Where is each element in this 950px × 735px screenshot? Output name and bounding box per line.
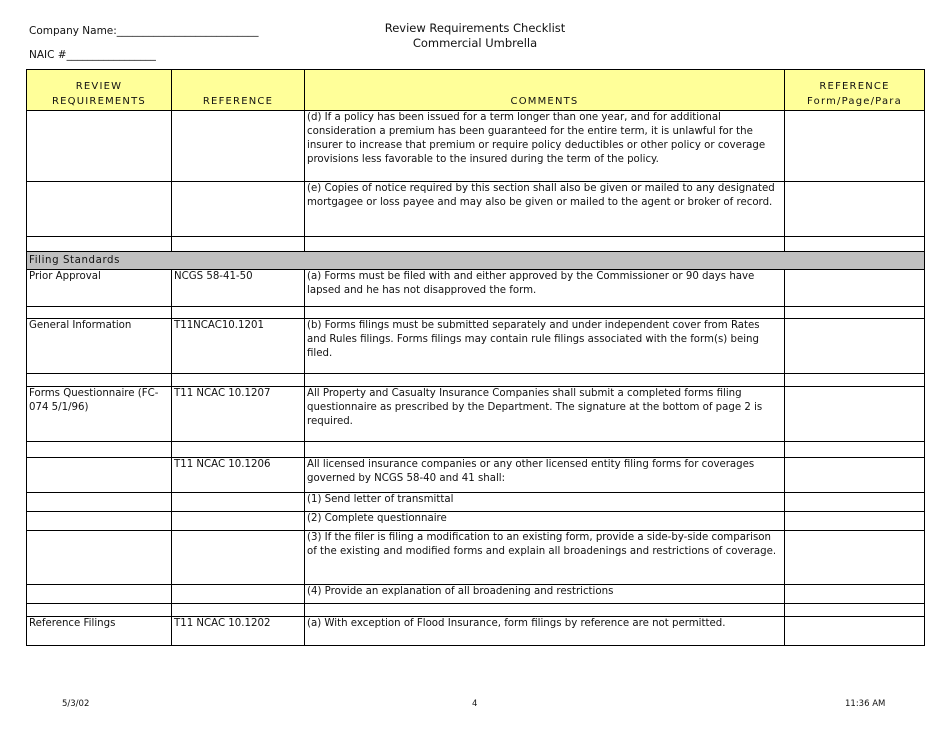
cell-comment: (d) If a policy has been issued for a term longer than one year, and for additional consideration a premium has been guaranteed for the entire term, it is unlawful for the insurer to increase that premium or require policy deductibles or other policy or coverage provisions less favorable to the insured during the term of the policy.: [305, 111, 785, 182]
cell-reference: [172, 585, 305, 604]
cell-reference: [172, 604, 305, 617]
cell-reference: T11NCAC10.1201: [172, 319, 305, 374]
table-row: [27, 512, 925, 531]
page-title: [300, 21, 650, 51]
cell-comment: All Property and Casualty Insurance Companies shall submit a completed forms filing questionnaire as prescribed by the Department. The signature at the bottom of page 2 is required.: [305, 387, 785, 442]
cell-comment: [305, 442, 785, 458]
cell-reference: [172, 442, 305, 458]
title-line-2: Commercial Umbrella: [412, 36, 538, 50]
cell-form: [785, 458, 925, 493]
company-name-field: Company Name:___________________________: [29, 25, 259, 37]
table-row: [27, 531, 925, 585]
footer-date: 5/3/02: [62, 699, 90, 709]
col-header-review-line1: REVIEW: [75, 81, 123, 92]
table-row: [27, 111, 925, 182]
naic-field: NAIC #_________________: [29, 49, 156, 61]
col-header-ref-form-line2: Form/Page/Para: [807, 96, 902, 107]
cell-form: [785, 617, 925, 646]
cell-review: [27, 458, 172, 493]
cell-form: [785, 531, 925, 585]
cell-form: [785, 270, 925, 307]
cell-comment: [305, 604, 785, 617]
table-row: [27, 307, 925, 319]
cell-form: [785, 307, 925, 319]
cell-form: [785, 604, 925, 617]
cell-reference: [172, 374, 305, 387]
cell-reference: [172, 307, 305, 319]
cell-review: [27, 307, 172, 319]
cell-reference: [172, 182, 305, 237]
cell-comment: [305, 374, 785, 387]
table-row: [27, 270, 925, 307]
cell-reference: NCGS 58-41-50: [172, 270, 305, 307]
cell-comment: (a) With exception of Flood Insurance, form filings by reference are not permitted.: [305, 617, 785, 646]
checklist-table: [26, 69, 925, 646]
cell-comment: (3) If the filer is filing a modification to an existing form, provide a side-by-side comparison of the existing and modified forms and explain all broadenings and restrictions of coverage.: [305, 531, 785, 585]
cell-reference: [172, 493, 305, 512]
cell-review: Forms Questionnaire (FC-074 5/1/96): [27, 387, 172, 442]
section-label: Filing Standards: [27, 252, 925, 270]
cell-review: [27, 493, 172, 512]
table-row: [27, 237, 925, 252]
cell-form: [785, 493, 925, 512]
cell-reference: [172, 512, 305, 531]
table-row: [27, 442, 925, 458]
cell-form: [785, 111, 925, 182]
cell-reference: T11 NCAC 10.1207: [172, 387, 305, 442]
cell-reference: T11 NCAC 10.1206: [172, 458, 305, 493]
cell-reference: [172, 111, 305, 182]
cell-comment: (2) Complete questionnaire: [305, 512, 785, 531]
cell-comment: (b) Forms filings must be submitted separately and under independent cover from Rates and Rules filings. Forms filings may contain rule filings associated with the form(s) being filed.: [305, 319, 785, 374]
col-header-ref-form: [785, 70, 925, 111]
cell-review: Reference Filings: [27, 617, 172, 646]
footer-page-number: 4: [472, 699, 478, 709]
table-row: [27, 585, 925, 604]
cell-reference: [172, 237, 305, 252]
cell-form: [785, 512, 925, 531]
cell-form: [785, 387, 925, 442]
col-header-ref-form-line1: REFERENCE: [819, 81, 890, 92]
cell-form: [785, 374, 925, 387]
cell-form: [785, 585, 925, 604]
title-line-1: Review Requirements Checklist: [384, 21, 566, 35]
table-row: [27, 387, 925, 442]
cell-reference: T11 NCAC 10.1202: [172, 617, 305, 646]
cell-review: [27, 374, 172, 387]
cell-review: [27, 512, 172, 531]
table-row: [27, 182, 925, 237]
cell-comment: (e) Copies of notice required by this section shall also be given or mailed to any designated mortgagee or loss payee and may also be given or mailed to the agent or broker of record.: [305, 182, 785, 237]
cell-form: [785, 237, 925, 252]
cell-review: [27, 442, 172, 458]
table-row: [27, 617, 925, 646]
col-header-review-line2: REQUIREMENTS: [52, 96, 146, 107]
cell-review: [27, 111, 172, 182]
cell-review: [27, 182, 172, 237]
cell-reference: [172, 531, 305, 585]
cell-review: General Information: [27, 319, 172, 374]
cell-form: [785, 442, 925, 458]
col-header-review: [27, 70, 172, 111]
section-row: [27, 252, 925, 270]
cell-review: [27, 585, 172, 604]
col-header-comments: COMMENTS: [305, 70, 785, 111]
cell-comment: (1) Send letter of transmittal: [305, 493, 785, 512]
table-row: [27, 374, 925, 387]
cell-comment: [305, 237, 785, 252]
cell-form: [785, 182, 925, 237]
table-header-row: [27, 70, 925, 111]
cell-review: Prior Approval: [27, 270, 172, 307]
cell-comment: (a) Forms must be filed with and either approved by the Commissioner or 90 days have lapsed and he has not disapproved the form.: [305, 270, 785, 307]
table-row: [27, 458, 925, 493]
cell-comment: All licensed insurance companies or any other licensed entity filing forms for coverages governed by NCGS 58-40 and 41 shall:: [305, 458, 785, 493]
cell-review: [27, 531, 172, 585]
table-row: [27, 604, 925, 617]
col-header-reference: REFERENCE: [172, 70, 305, 111]
table-row: [27, 493, 925, 512]
cell-review: [27, 237, 172, 252]
table-row: [27, 319, 925, 374]
cell-comment: (4) Provide an explanation of all broadening and restrictions: [305, 585, 785, 604]
footer-time: 11:36 AM: [845, 699, 886, 709]
cell-form: [785, 319, 925, 374]
cell-review: [27, 604, 172, 617]
cell-comment: [305, 307, 785, 319]
